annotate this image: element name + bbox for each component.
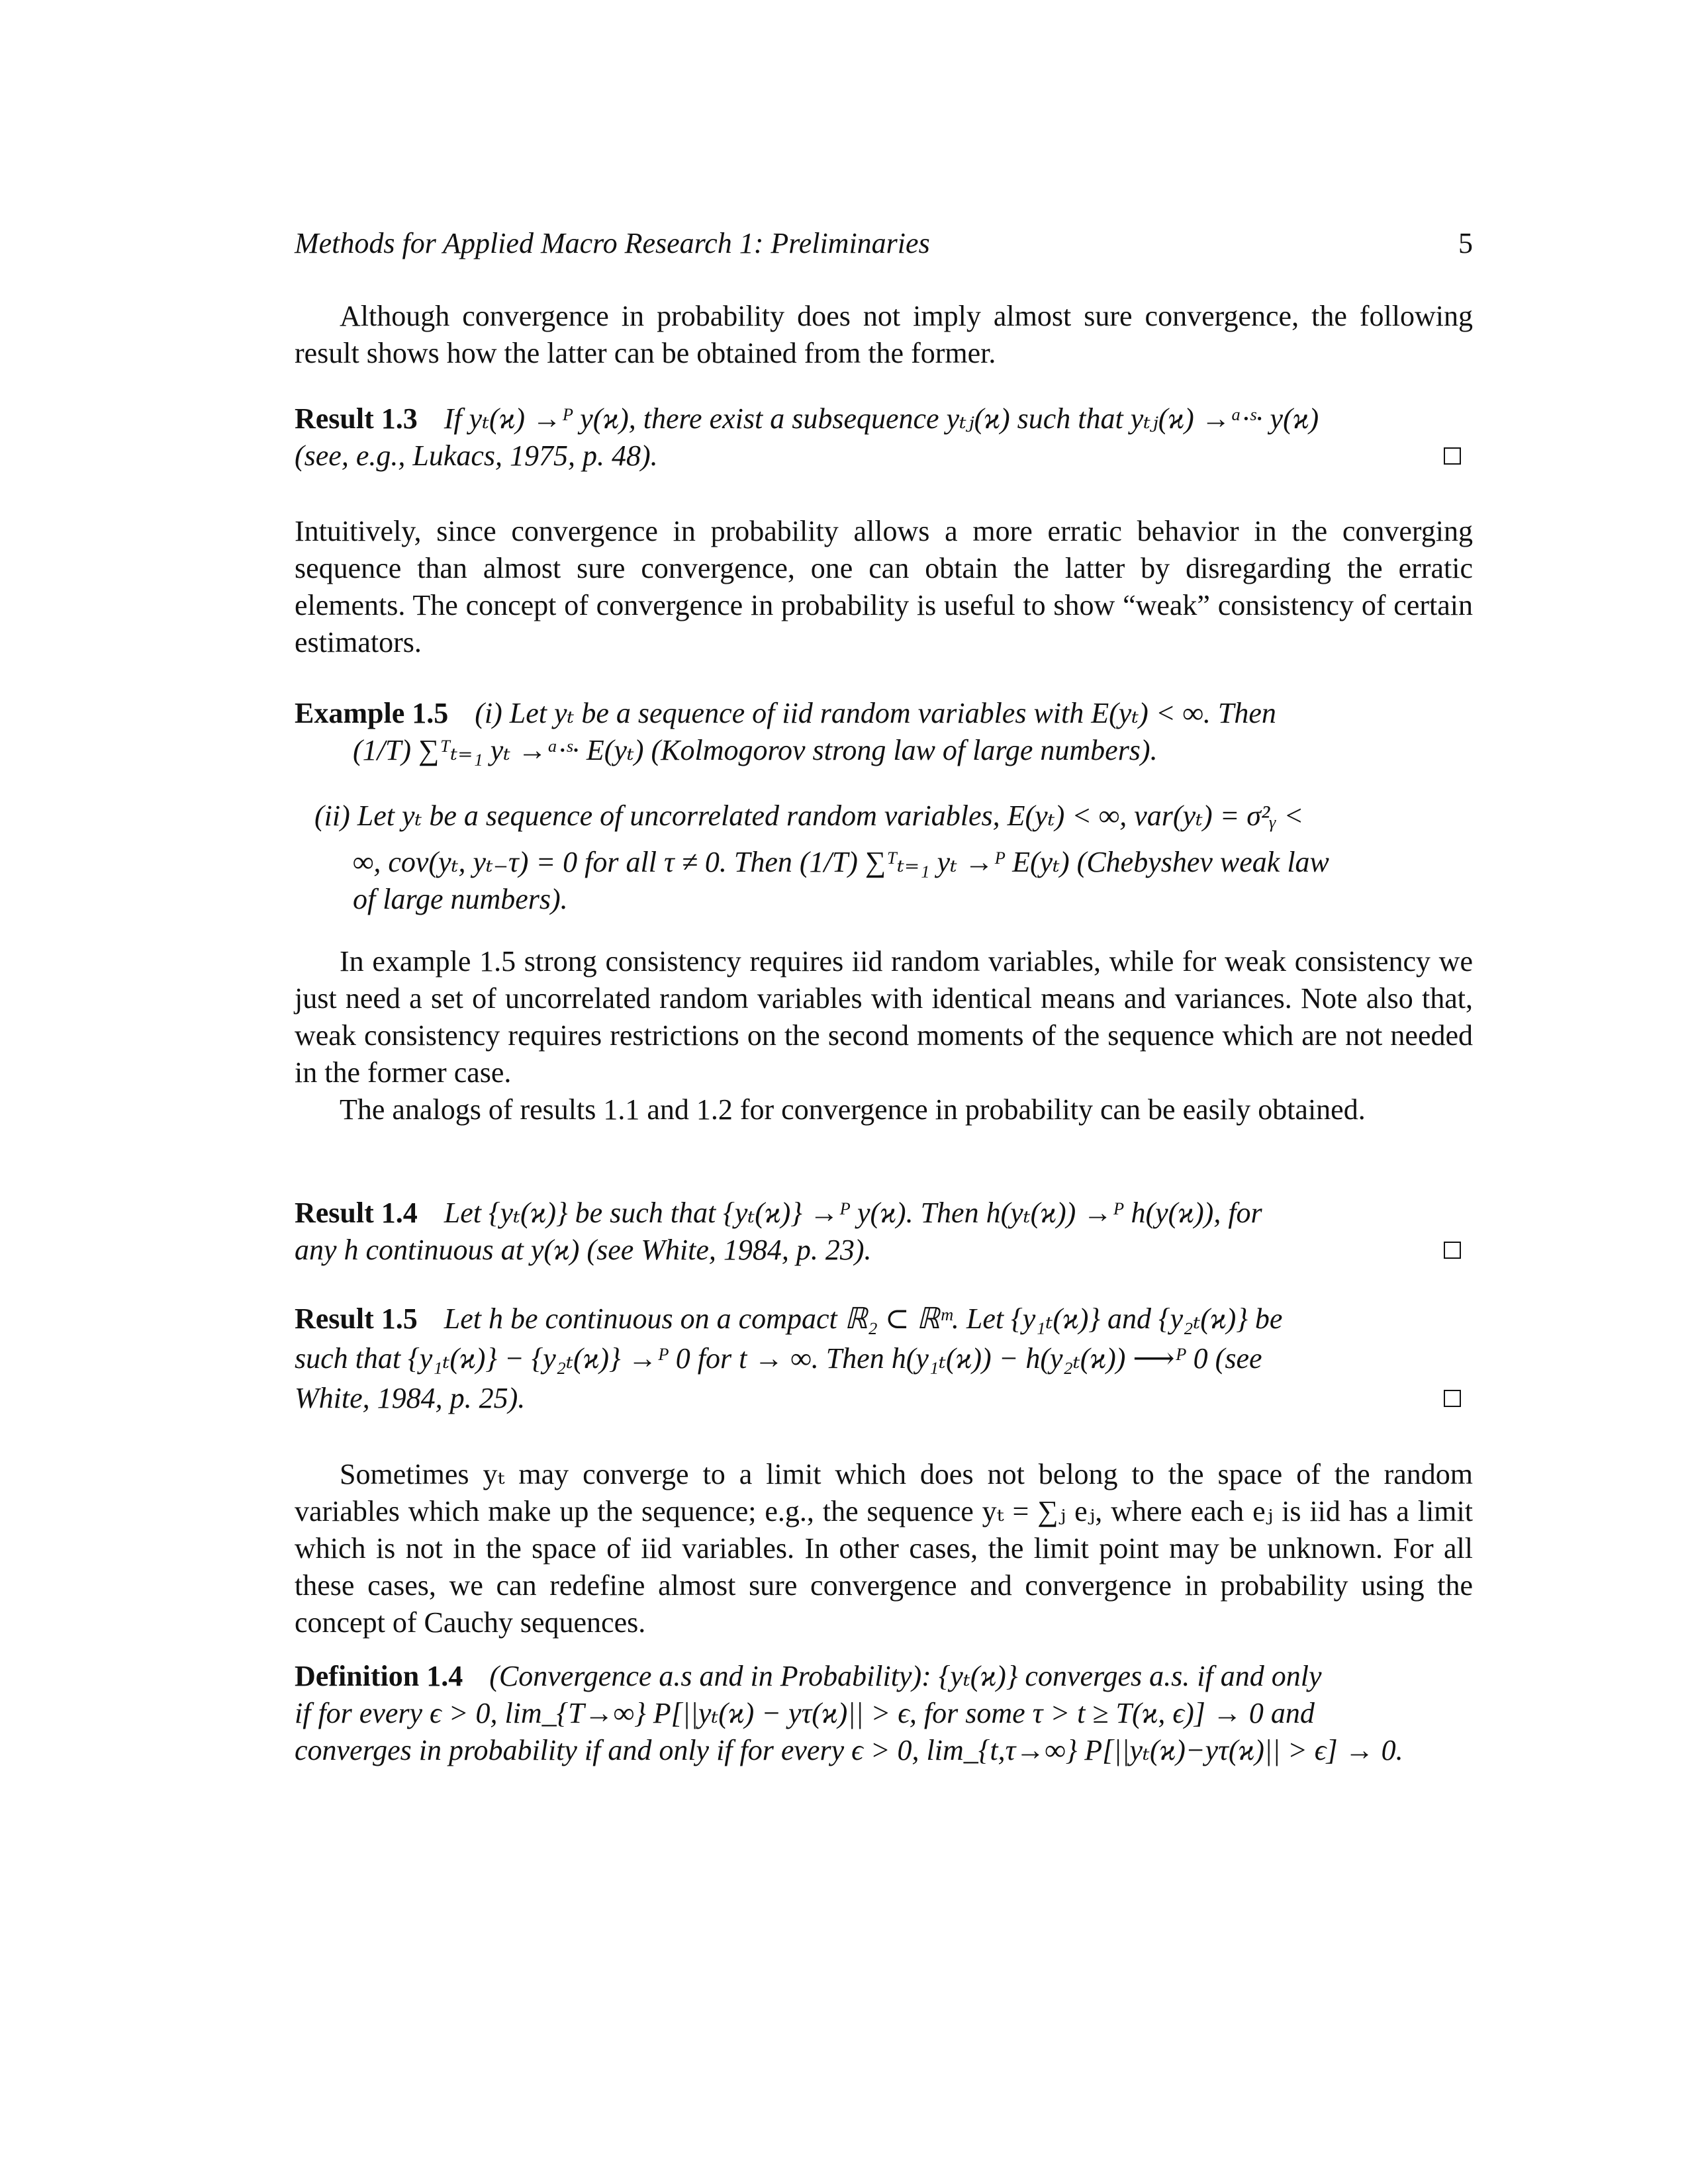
qed-square-icon [1444,1390,1461,1407]
result-1-3 [295,400,1473,475]
example-1-5-line1: (i) Let yₜ be a sequence of iid random variables with E(yₜ) < ∞. Then [475,697,1276,729]
running-header [295,225,1473,265]
result-1-5-label: Result 1.5 [295,1302,418,1335]
example-1-5-line3: (ii) Let yₜ be a sequence of uncorrelated random variables, E(yₜ) < ∞, var(yₜ) = σ²ᵧ < [314,799,1304,832]
paragraph-3: In example 1.5 strong consistency requires iid random variables, while for weak consistency we just need a set of uncorrelated random variables with identical means and variances. Note also that, weak consistency requires restrictions on the second moments of the sequence which are not needed in the former case. [295,945,1473,1089]
paragraph-2: Intuitively, since convergence in probability allows a more erratic behavior in the converging sequence than almost sure convergence, one can obtain the latter by disregarding the erratic elements. The concept of convergence in probability is useful to show “weak” consistency of certain estimators. [295,515,1473,659]
result-1-4 [295,1195,1473,1269]
definition-1-4-label: Definition 1.4 [295,1660,463,1692]
qed-square-icon [1444,447,1461,465]
definition-1-4-line2: if for every ϵ > 0, lim_{T→∞} P[||yₜ(ϰ) − yτ(ϰ)|| > ϵ, for some τ > t ≥ T(ϰ, ϵ)] → 0 and [295,1697,1315,1729]
example-1-5-line5: of large numbers). [353,883,568,915]
example-1-5-label: Example 1.5 [295,697,449,729]
example-1-5-line2: (1/T) ∑ᵀₜ₌₁ yₜ →ᵃ·ˢ· E(yₜ) (Kolmogorov strong law of large numbers). [353,734,1158,766]
page-number: 5 [1458,227,1473,259]
result-1-4-label: Result 1.4 [295,1197,418,1229]
result-1-5-line3: White, 1984, p. 25). [295,1382,526,1414]
result-1-4-line1: Let {yₜ(ϰ)} be such that {yₜ(ϰ)} →ᴾ y(ϰ). Then h(yₜ(ϰ)) →ᴾ h(y(ϰ)), for [444,1197,1262,1229]
result-1-3-label: Result 1.3 [295,402,418,435]
result-1-5 [295,1300,1473,1417]
running-title: Methods for Applied Macro Research 1: Preliminaries [295,227,930,259]
result-1-3-line2: (see, e.g., Lukacs, 1975, p. 48). [295,439,658,472]
definition-1-4-line1: (Convergence a.s and in Probability): {yₜ(ϰ)} converges a.s. if and only [489,1660,1322,1692]
result-1-4-line2: any h continuous at y(ϰ) (see White, 1984, p. 23). [295,1234,872,1266]
result-1-5-line1: Let h be continuous on a compact ℝ₂ ⊂ ℝᵐ. Let {y₁ₜ(ϰ)} and {y₂ₜ(ϰ)} be [444,1302,1283,1335]
paragraph-4: The analogs of results 1.1 and 1.2 for convergence in probability can be easily obtained. [340,1093,1366,1126]
paragraph-5: Sometimes yₜ may converge to a limit which does not belong to the space of the random variables which make up the sequence; e.g., the sequence yₜ = ∑ⱼ eⱼ, where each eⱼ is iid has a limit which is not in the space of iid variables. In other cases, the limit point may be unknown. For all these cases, we can redefine almost sure convergence and convergence in probability using the concept of Cauchy sequences. [295,1458,1473,1639]
paragraph-1: Although convergence in probability does not imply almost sure convergence, the following result shows how the latter can be obtained from the former. [295,300,1473,369]
qed-square-icon [1444,1242,1461,1259]
result-1-3-line1: If yₜ(ϰ) →ᴾ y(ϰ), there exist a subsequence yₜⱼ(ϰ) such that yₜⱼ(ϰ) →ᵃ·ˢ· y(ϰ) [444,402,1319,435]
definition-1-4-line3: converges in probability if and only if for every ϵ > 0, lim_{t,τ→∞} P[||yₜ(ϰ)−yτ(ϰ)|| > ϵ] → 0. [295,1734,1403,1766]
example-1-5 [295,695,1473,814]
example-1-5-line4: ∞, cov(yₜ, yₜ₋τ) = 0 for all τ ≠ 0. Then (1/T) ∑ᵀₜ₌₁ yₜ →ᴾ E(yₜ) (Chebyshev weak law [353,846,1329,878]
result-1-5-line2: such that {y₁ₜ(ϰ)} − {y₂ₜ(ϰ)} →ᴾ 0 for t → ∞. Then h(y₁ₜ(ϰ)) − h(y₂ₜ(ϰ)) ⟶ᴾ 0 (see [295,1342,1262,1375]
definition-1-4 [295,1658,1473,1769]
example-1-5-part-ii [295,797,1473,930]
